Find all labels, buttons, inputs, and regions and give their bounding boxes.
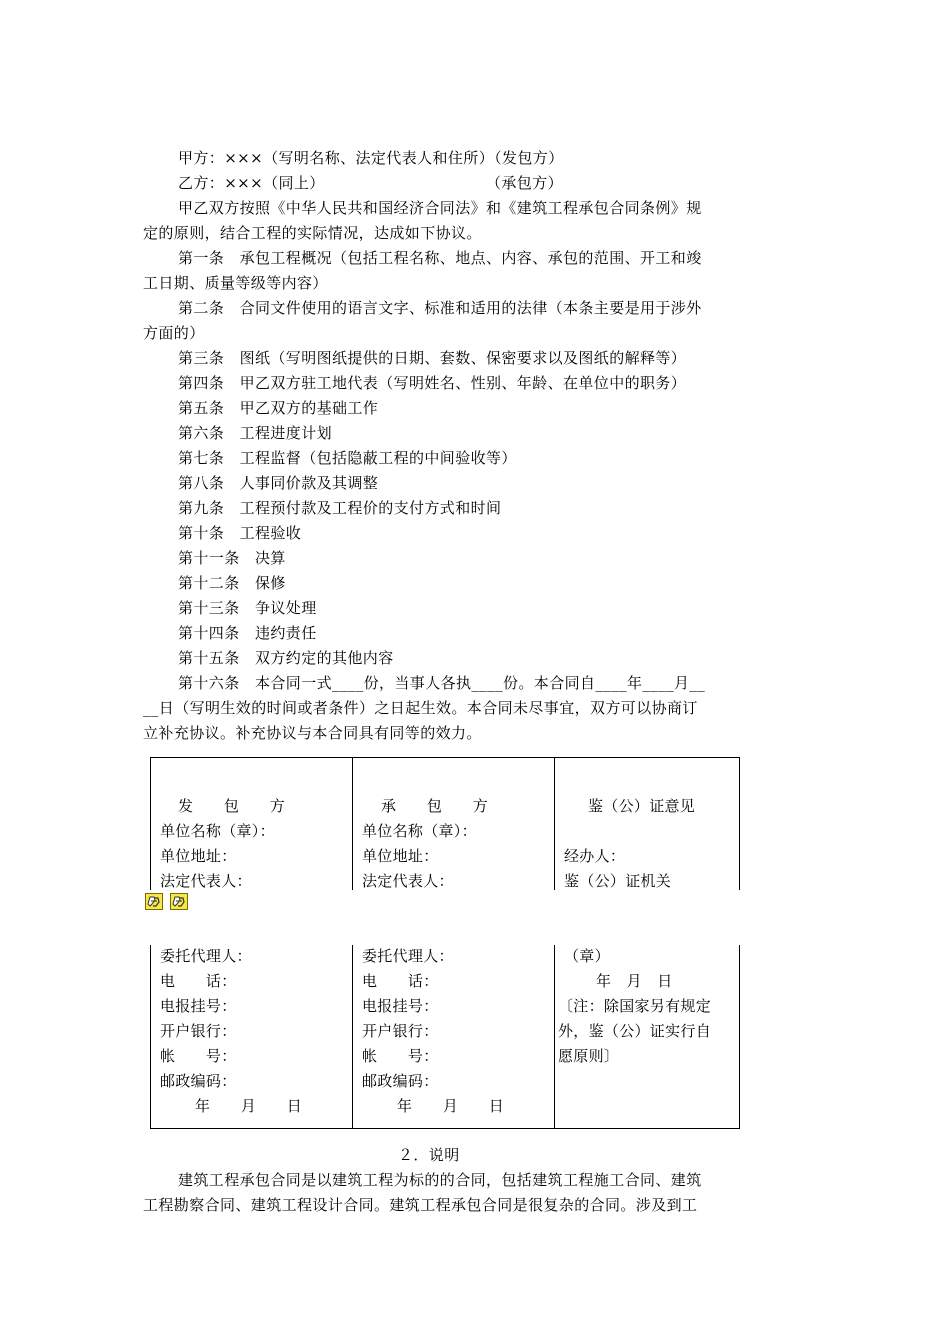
- contractor-agent: 委托代理人：: [362, 947, 454, 965]
- article-9: 第九条 工程预付款及工程价的支付方式和时间: [178, 499, 502, 517]
- contractor-bank: 开户银行：: [362, 1022, 439, 1040]
- intro-line-2: 定的原则，结合工程的实际情况，达成如下协议。: [143, 224, 482, 242]
- table-left-border-upper: [150, 757, 151, 890]
- article-2-line-2: 方面的）: [143, 324, 205, 342]
- employer-unit-address: 单位地址：: [160, 847, 237, 865]
- article-11: 第十一条 决算: [178, 549, 286, 567]
- table-top-border: [150, 757, 740, 758]
- party-b-role: （承包方）: [486, 174, 564, 192]
- party-b-line: 乙方：×××（同上）: [178, 174, 325, 192]
- notary-handler: 经办人：: [564, 847, 626, 865]
- employer-date: 年 月 日: [195, 1097, 303, 1115]
- article-5: 第五条 甲乙双方的基础工作: [178, 399, 379, 417]
- contractor-phone: 电 话：: [362, 972, 439, 990]
- section-2-line-1: 建筑工程承包合同是以建筑工程为标的的合同，包括建筑工程施工合同、建筑: [178, 1171, 702, 1189]
- article-15: 第十五条 双方约定的其他内容: [178, 649, 394, 667]
- col-header-notary: 鉴（公）证意见: [588, 797, 696, 815]
- notary-note-line-2: 外，鉴（公）证实行自: [558, 1022, 712, 1040]
- article-13: 第十三条 争议处理: [178, 599, 317, 617]
- notary-org: 鉴（公）证机关: [564, 872, 672, 890]
- object-link-icon[interactable]: [145, 893, 163, 910]
- contractor-unit-address: 单位地址：: [362, 847, 439, 865]
- article-7: 第七条 工程监督（包括隐蔽工程的中间验收等）: [178, 449, 517, 467]
- notary-note-line-3: 愿原则〕: [558, 1047, 620, 1065]
- notary-note-line-1: 〔注：除国家另有规定: [558, 997, 712, 1015]
- article-1-line-2: 工日期、质量等级等内容）: [143, 274, 328, 292]
- article-3: 第三条 图纸（写明图纸提供的日期、套数、保密要求以及图纸的解释等）: [178, 349, 687, 367]
- article-14: 第十四条 违约责任: [178, 624, 317, 642]
- employer-phone: 电 话：: [160, 972, 237, 990]
- employer-legal-rep: 法定代表人：: [160, 872, 252, 890]
- table-right-border-upper: [739, 757, 740, 890]
- article-16-line-3: 立补充协议。补充协议与本合同具有同等的效力。: [143, 724, 482, 742]
- contractor-telegraph: 电报挂号：: [362, 997, 439, 1015]
- article-16-line-2: __日（写明生效的时间或者条件）之日起生效。本合同未尽事宜，双方可以协商订: [143, 699, 698, 717]
- section-2-line-2: 工程勘察合同、建筑工程设计合同。建筑工程承包合同是很复杂的合同。涉及到工: [143, 1196, 698, 1214]
- table-divider-1-lower: [352, 945, 353, 1128]
- employer-account: 帐 号：: [160, 1047, 237, 1065]
- contractor-unit-name: 单位名称（章）：: [362, 822, 477, 840]
- party-a-line: 甲方：×××（写明名称、法定代表人和住所）（发包方）: [178, 149, 564, 167]
- table-divider-1-upper: [352, 757, 353, 890]
- article-12: 第十二条 保修: [178, 574, 286, 592]
- contractor-legal-rep: 法定代表人：: [362, 872, 454, 890]
- employer-postal: 邮政编码：: [160, 1072, 237, 1090]
- article-1-line-1: 第一条 承包工程概况（包括工程名称、地点、内容、承包的范围、开工和竣: [178, 249, 702, 267]
- col-header-contractor: 承 包 方: [381, 797, 489, 815]
- article-10: 第十条 工程验收: [178, 524, 302, 542]
- object-link-icon[interactable]: [170, 893, 188, 910]
- notary-date: 年 月 日: [596, 972, 673, 990]
- employer-unit-name: 单位名称（章）：: [160, 822, 275, 840]
- table-divider-2-upper: [554, 757, 555, 890]
- employer-telegraph: 电报挂号：: [160, 997, 237, 1015]
- section-2-heading: ２．说明: [398, 1146, 460, 1164]
- contractor-postal: 邮政编码：: [362, 1072, 439, 1090]
- employer-bank: 开户银行：: [160, 1022, 237, 1040]
- notary-seal: （章）: [564, 947, 610, 965]
- table-left-border-lower: [150, 945, 151, 1128]
- table-bottom-border: [150, 1128, 740, 1129]
- table-divider-2-lower: [554, 945, 555, 1128]
- article-16-line-1: 第十六条 本合同一式____份，当事人各执____份。本合同自____年____月__: [178, 674, 706, 692]
- intro-line-1: 甲乙双方按照《中华人民共和国经济合同法》和《建筑工程承包合同条例》规: [178, 199, 702, 217]
- article-6: 第六条 工程进度计划: [178, 424, 333, 442]
- table-right-border-lower: [739, 945, 740, 1128]
- contractor-date: 年 月 日: [397, 1097, 505, 1115]
- contractor-account: 帐 号：: [362, 1047, 439, 1065]
- article-8: 第八条 人事同价款及其调整: [178, 474, 379, 492]
- col-header-employer: 发 包 方: [178, 797, 286, 815]
- employer-agent: 委托代理人：: [160, 947, 252, 965]
- article-4: 第四条 甲乙双方驻工地代表（写明姓名、性别、年龄、在单位中的职务）: [178, 374, 687, 392]
- article-2-line-1: 第二条 合同文件使用的语言文字、标准和适用的法律（本条主要是用于涉外: [178, 299, 702, 317]
